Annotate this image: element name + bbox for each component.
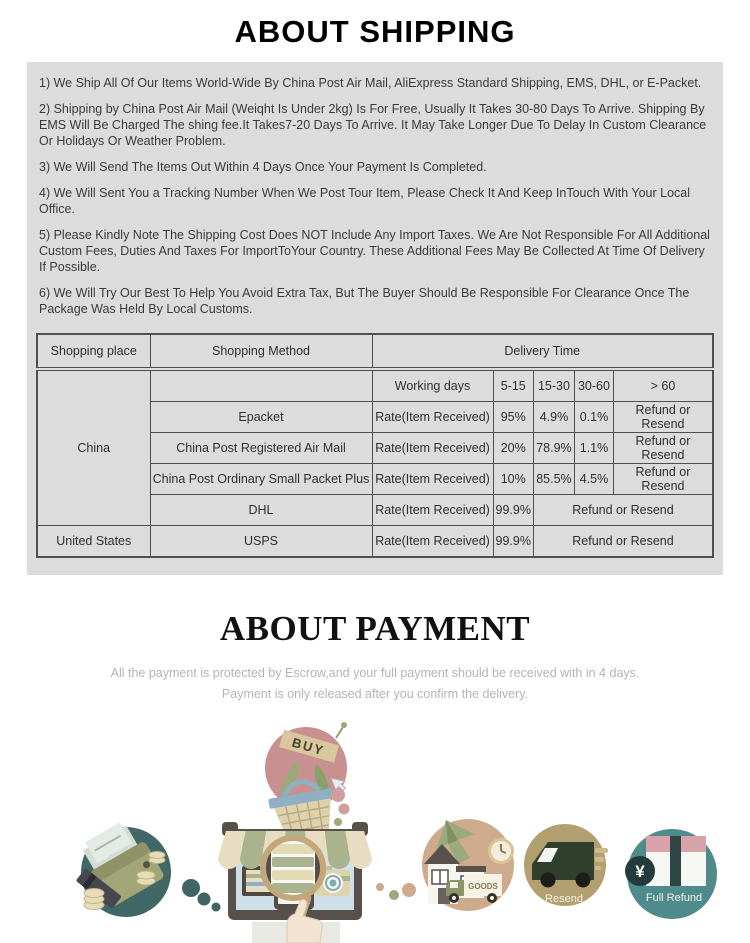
cell-place-us: United States [37, 526, 150, 558]
cell-range: > 60 [613, 369, 713, 402]
cell-result: Refund or Resend [533, 526, 713, 558]
full-refund-icon [625, 829, 717, 919]
online-store-icon [218, 822, 372, 943]
table-header-row [37, 334, 713, 369]
shipping-paragraph-3: 3) We Will Send The Items Out Within 4 Days Once Your Payment Is Completed. [39, 160, 487, 174]
full-refund-label: Full Refund [645, 892, 703, 905]
cell-rate-label: Rate(Item Received) [372, 526, 493, 558]
cell-range: 30-60 [574, 369, 613, 402]
gift-box-icon [646, 836, 706, 886]
goods-delivery-icon [422, 819, 514, 911]
shipping-paragraph-2: 2) Shipping by China Post Air Mail (Weiqht Is Under 2kg) Is For Free, Usually It Takes 30-80 Days To Arrive. Shipping By EMS Will Be Charged The shing fee.It Takes7-20 Days To Arrive. It May Take Longer Due To Delay In Custom Clearance Or Holidays Or Weather Problem. [39, 102, 707, 148]
table-row [37, 526, 713, 558]
cell-rate: 1.1% [574, 433, 613, 464]
payment-title: ABOUT PAYMENT [219, 609, 531, 648]
clock-icon [490, 840, 513, 863]
cell-method: DHL [150, 495, 372, 526]
cell-result: Refund or Resend [533, 495, 713, 526]
yen-badge-icon [625, 856, 655, 886]
table-row [37, 369, 713, 402]
buy-label: BUY [290, 734, 327, 759]
cell-working-days: Working days [372, 369, 493, 402]
cell-over60: Refund or Resend [613, 402, 713, 433]
shipping-info-panel [27, 62, 723, 575]
thought-dots-left [182, 879, 221, 912]
cell-method: China Post Ordinary Small Packet Plus [150, 464, 372, 495]
cell-method: USPS [150, 526, 372, 558]
cell-rate-label: Rate(Item Received) [372, 402, 493, 433]
payment-process-illustration [0, 708, 750, 943]
shipping-paragraph-5: 5) Please Kindly Note The Shipping Cost Does NOT Include Any Import Taxes. We Are Not Responsible For All Additional Custom Fees, Duties And Taxes For ImportToYour Country. These Additional Fees May Be Collected At Time Of Delivery If Possible. [39, 228, 710, 274]
cell-rate-label: Rate(Item Received) [372, 433, 493, 464]
resend-label: Resend [545, 893, 583, 906]
cell-rate: 20% [493, 433, 533, 464]
cell-empty [150, 369, 372, 402]
cell-rate: 4.5% [574, 464, 613, 495]
cell-rate: 0.1% [574, 402, 613, 433]
delivery-time-table [36, 333, 714, 558]
shipping-paragraph-4: 4) We Will Sent You a Tracking Number When We Post Tour Item, Please Check It And Keep InTouch With Your Local Office. [39, 186, 691, 216]
yen-symbol: ¥ [635, 862, 645, 882]
resend-van-icon [524, 824, 608, 906]
cell-rate: 99.9% [493, 495, 533, 526]
cell-rate-label: Rate(Item Received) [372, 495, 493, 526]
page-title: ABOUT SHIPPING [234, 14, 516, 49]
cell-place-china: China [37, 369, 150, 526]
cell-range: 15-30 [533, 369, 574, 402]
cell-over60: Refund or Resend [613, 464, 713, 495]
shipping-paragraph-6: 6) We Will Try Our Best To Help You Avoid Extra Tax, But The Buyer Should Be Responsible For Clearance Once The Package Was Held By Local Customs. [39, 286, 690, 316]
shipping-paragraph-1: 1) We Ship All Of Our Items World-Wide By China Post Air Mail, AliExpress Standard Shipping, EMS, DHL, or E-Packet. [39, 76, 702, 90]
header-delivery-time: Delivery Time [372, 334, 713, 369]
payment-subtext-line1: All the payment is protected by Escrow,and your full payment should be received with in 4 days. [110, 666, 640, 680]
cell-rate-label: Rate(Item Received) [372, 464, 493, 495]
goods-label: GOODS [468, 882, 498, 892]
header-shopping-place: Shopping place [37, 334, 150, 369]
cell-rate: 78.9% [533, 433, 574, 464]
cell-rate: 10% [493, 464, 533, 495]
cell-rate: 4.9% [533, 402, 574, 433]
cell-rate: 95% [493, 402, 533, 433]
wallet-money-icon [75, 817, 171, 918]
thought-dots-buy [331, 788, 350, 826]
cell-range: 5-15 [493, 369, 533, 402]
payment-subtext-line2: Payment is only released after you confirm the delivery. [221, 686, 529, 701]
buy-cart-icon [265, 722, 350, 841]
cell-method: Epacket [150, 402, 372, 433]
cell-rate: 85.5% [533, 464, 574, 495]
header-shopping-method: Shopping Method [150, 334, 372, 369]
thought-dots-right [376, 883, 416, 900]
cell-method: China Post Registered Air Mail [150, 433, 372, 464]
cell-rate: 99.9% [493, 526, 533, 558]
cell-over60: Refund or Resend [613, 433, 713, 464]
